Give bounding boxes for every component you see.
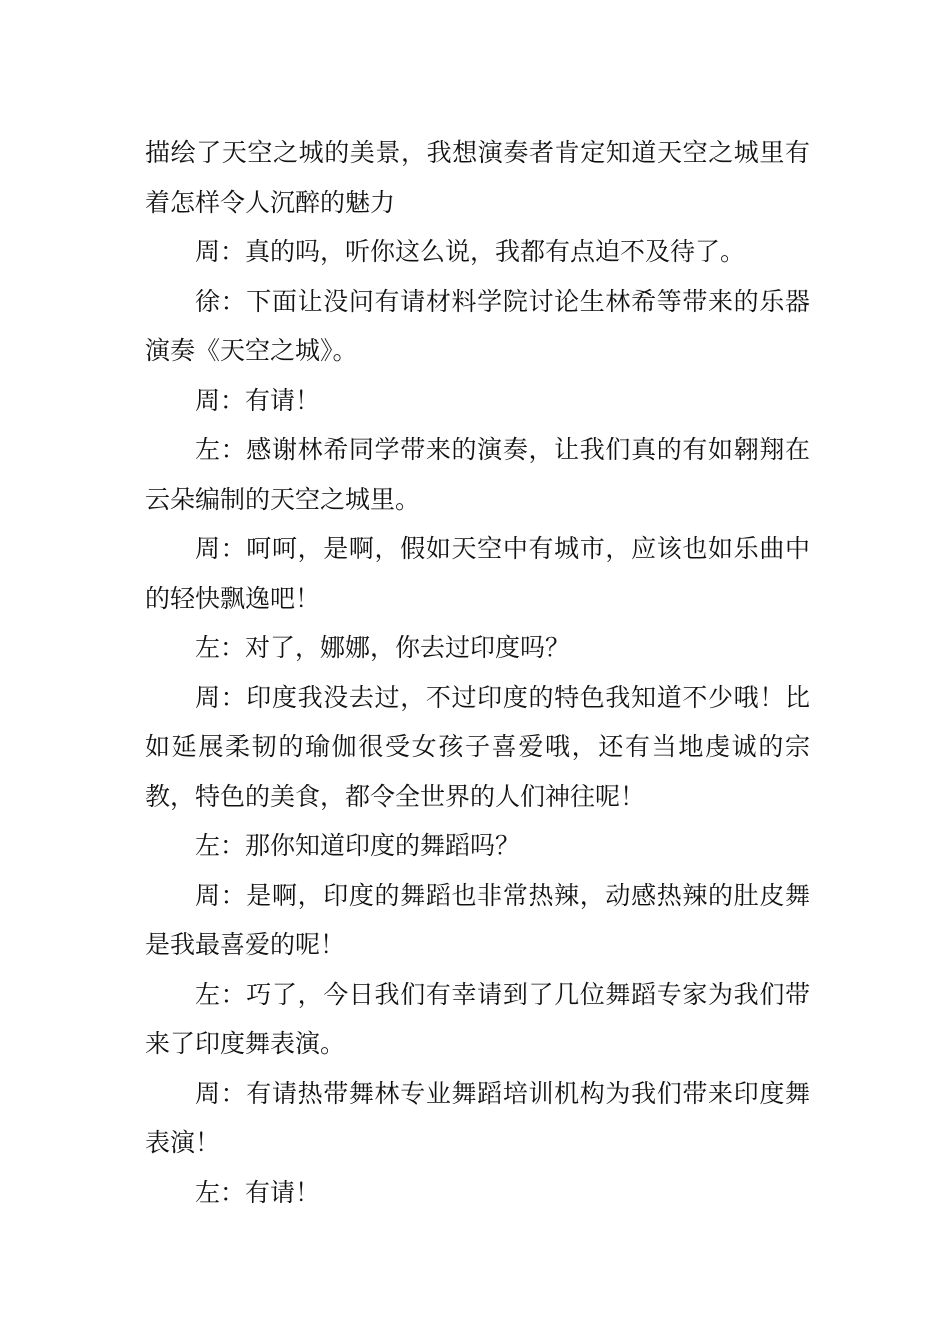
paragraph-6: 周：呵呵，是啊，假如天空中有城市，应该也如乐曲中的轻快飘逸吧！ [145, 534, 810, 613]
paragraph-4: 周：有请！ [195, 385, 321, 415]
paragraph-13: 左：有请！ [195, 1177, 321, 1207]
paragraph-12: 周：有请热带舞林专业舞蹈培训机构为我们带来印度舞表演！ [145, 1078, 810, 1157]
paragraph-10: 周：是啊，印度的舞蹈也非常热辣，动感热辣的肚皮舞是我最喜爱的呢！ [145, 880, 810, 959]
paragraph-11: 左：巧了，今日我们有幸请到了几位舞蹈专家为我们带来了印度舞表演。 [145, 979, 810, 1058]
paragraph-3: 徐：下面让没问有请材料学院讨论生林希等带来的乐器演奏《天空之城》。 [145, 286, 810, 365]
paragraph-9: 左：那你知道印度的舞蹈吗？ [195, 831, 521, 860]
paragraph-8: 周：印度我没去过，不过印度的特色我知道不少哦！比如延展柔韧的瑜伽很受女孩子喜爱哦，还有当地虔诚的宗教，特色的美食，都令全世界的人们神往呢！ [145, 682, 810, 811]
document-body [145, 128, 810, 1217]
paragraph-7: 左：对了，娜娜，你去过印度吗？ [195, 633, 571, 662]
paragraph-1: 描绘了天空之城的美景，我想演奏者肯定知道天空之城里有着怎样令人沉醉的魅力 [145, 138, 810, 217]
paragraph-5: 左：感谢林希同学带来的演奏，让我们真的有如翱翔在云朵编制的天空之城里。 [145, 435, 810, 514]
paragraph-2: 周：真的吗，听你这么说，我都有点迫不及待了。 [195, 237, 746, 266]
